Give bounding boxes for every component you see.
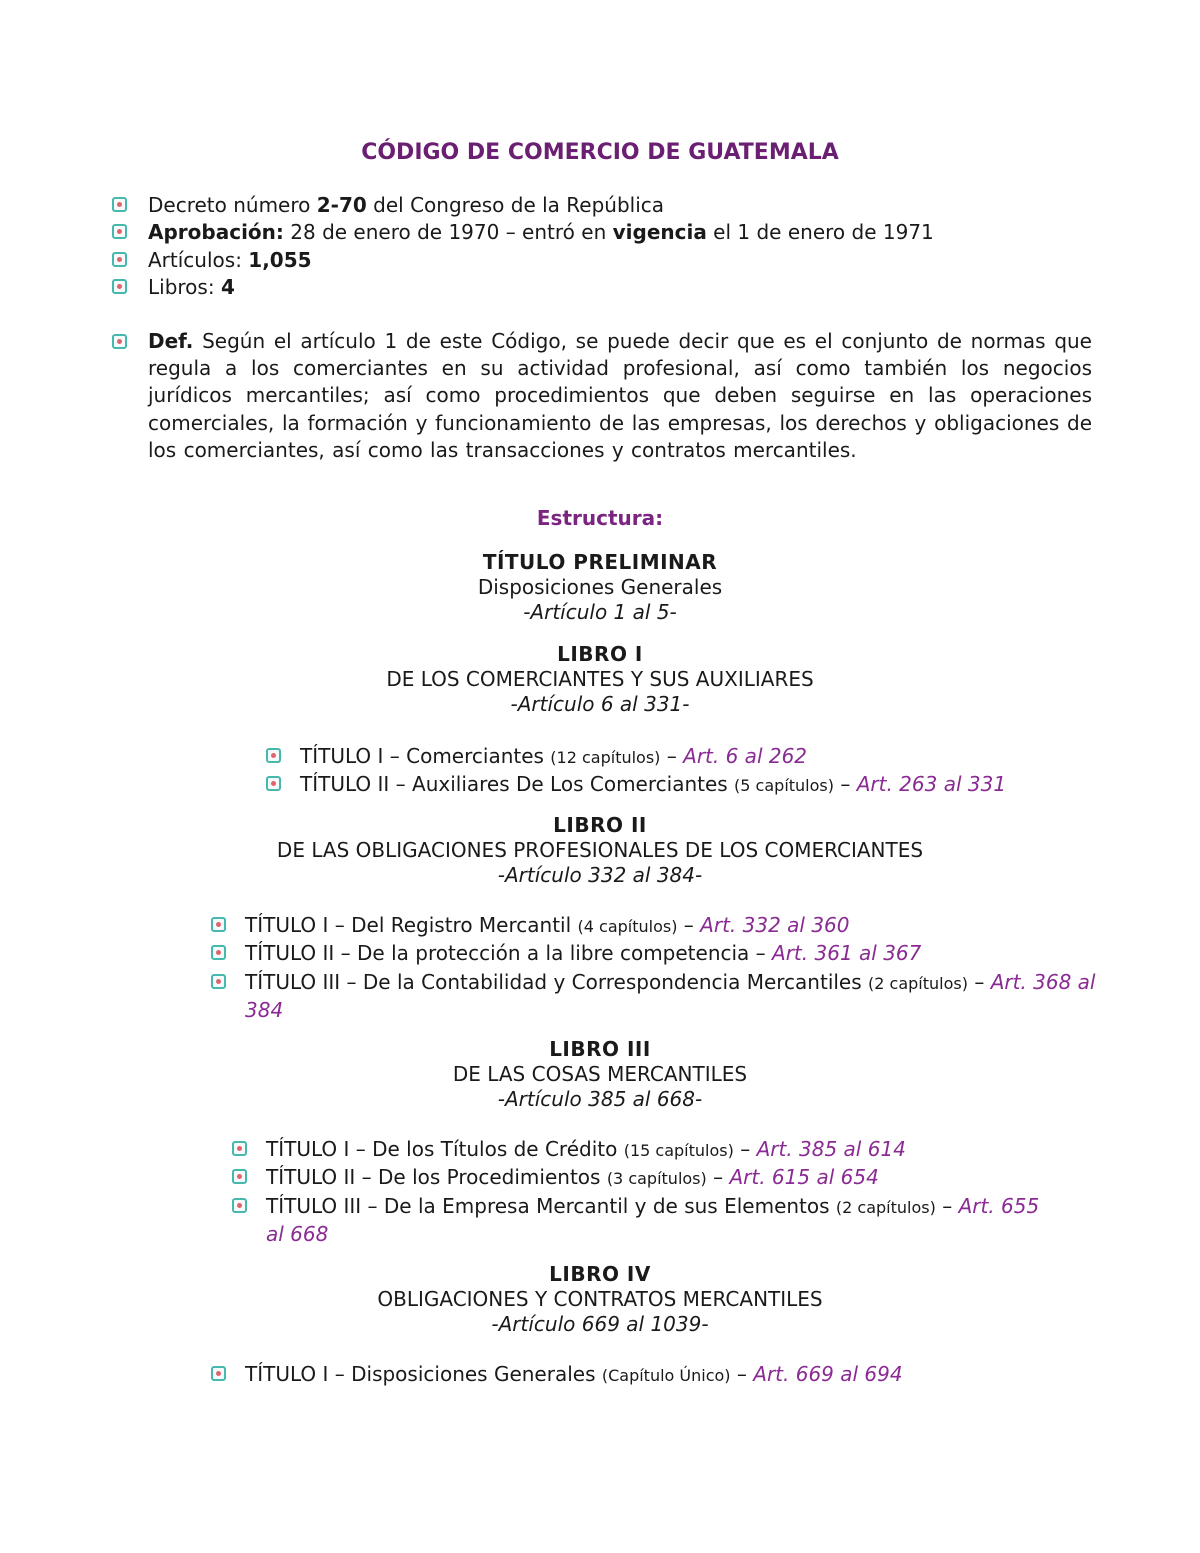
bullet-icon xyxy=(112,197,127,212)
section-articles: -Artículo 332 al 384- xyxy=(497,863,703,887)
section-subtitle: Disposiciones Generales xyxy=(477,575,723,599)
bullet-icon xyxy=(211,974,226,989)
bullet-icon xyxy=(211,917,226,932)
section-subtitle: DE LAS COSAS MERCANTILES xyxy=(452,1062,748,1086)
section-heading: LIBRO III xyxy=(549,1037,651,1061)
list-item: TÍTULO I – Del Registro Mercantil (4 capítulos) – Art. 332 al 360 xyxy=(211,912,1096,940)
section-heading: LIBRO IV xyxy=(549,1262,651,1286)
section-articles: -Artículo 1 al 5- xyxy=(523,600,677,624)
book-2-block xyxy=(0,813,1200,888)
list-item: TÍTULO III – De la Contabilidad y Correspondencia Mercantiles (2 capítulos) – Art. 368 al 384 xyxy=(211,969,1096,1025)
book-4-titles xyxy=(211,1361,1096,1389)
book-4-block xyxy=(0,1262,1200,1337)
book-1-titles xyxy=(266,743,1096,800)
list-item: Libros: 4 xyxy=(112,274,1092,301)
definition-paragraph: Def. Según el artículo 1 de este Código, se puede decir que es el conjunto de normas que regula a los comerciantes en su actividad profesional, así como también los negocios jurídicos mercantiles; así como procedimientos que deben seguirse en las operaciones comerciales, la formación y funcionamiento de las empresas, los derechos y obligaciones de los comerciantes, así como las transacciones y contratos mercantiles. xyxy=(112,328,1092,464)
document-title: CÓDIGO DE COMERCIO DE GUATEMALA xyxy=(361,140,839,165)
book-3-block xyxy=(0,1037,1200,1112)
list-item: TÍTULO I – De los Títulos de Crédito (15 capítulos) – Art. 385 al 614 xyxy=(232,1136,1062,1164)
list-item: Decreto número 2-70 del Congreso de la República xyxy=(112,192,1092,219)
list-item: Artículos: 1,055 xyxy=(112,247,1092,274)
bullet-icon xyxy=(232,1198,247,1213)
section-heading: LIBRO I xyxy=(557,642,643,666)
bullet-icon xyxy=(232,1169,247,1184)
list-item: TÍTULO III – De la Empresa Mercantil y de sus Elementos (2 capítulos) – Art. 655 al 668 xyxy=(232,1193,1062,1249)
bullet-icon xyxy=(112,252,127,267)
book-1-block xyxy=(0,642,1200,717)
section-articles: -Artículo 6 al 331- xyxy=(510,692,690,716)
section-articles: -Artículo 385 al 668- xyxy=(497,1087,703,1111)
list-item: Aprobación: 28 de enero de 1970 – entró en vigencia el 1 de enero de 1971 xyxy=(112,219,1092,246)
summary-list xyxy=(112,192,1092,301)
section-subtitle: OBLIGACIONES Y CONTRATOS MERCANTILES xyxy=(377,1287,823,1311)
bullet-icon xyxy=(266,748,281,763)
preliminary-title-block xyxy=(0,550,1200,625)
list-item: TÍTULO I – Comerciantes (12 capítulos) – Art. 6 al 262 xyxy=(266,743,1096,771)
bullet-icon xyxy=(112,279,127,294)
book-3-titles xyxy=(232,1136,1062,1248)
section-articles: -Artículo 669 al 1039- xyxy=(491,1312,709,1336)
section-heading: TÍTULO PRELIMINAR xyxy=(482,550,718,574)
structure-heading: Estructura: xyxy=(536,506,664,530)
bullet-icon xyxy=(211,1366,226,1381)
bullet-icon xyxy=(211,945,226,960)
section-heading: LIBRO II xyxy=(553,813,647,837)
list-item: TÍTULO I – Disposiciones Generales (Capítulo Único) – Art. 669 al 694 xyxy=(211,1361,1096,1389)
bullet-icon xyxy=(112,224,127,239)
list-item: TÍTULO II – De los Procedimientos (3 capítulos) – Art. 615 al 654 xyxy=(232,1164,1062,1192)
book-2-titles xyxy=(211,912,1096,1024)
list-item: TÍTULO II – Auxiliares De Los Comerciantes (5 capítulos) – Art. 263 al 331 xyxy=(266,771,1096,799)
bullet-icon xyxy=(266,776,281,791)
section-subtitle: DE LAS OBLIGACIONES PROFESIONALES DE LOS COMERCIANTES xyxy=(276,838,924,862)
list-item: TÍTULO II – De la protección a la libre competencia – Art. 361 al 367 xyxy=(211,940,1096,968)
bullet-icon xyxy=(112,334,127,349)
section-subtitle: DE LOS COMERCIANTES Y SUS AUXILIARES xyxy=(386,667,814,691)
bullet-icon xyxy=(232,1141,247,1156)
